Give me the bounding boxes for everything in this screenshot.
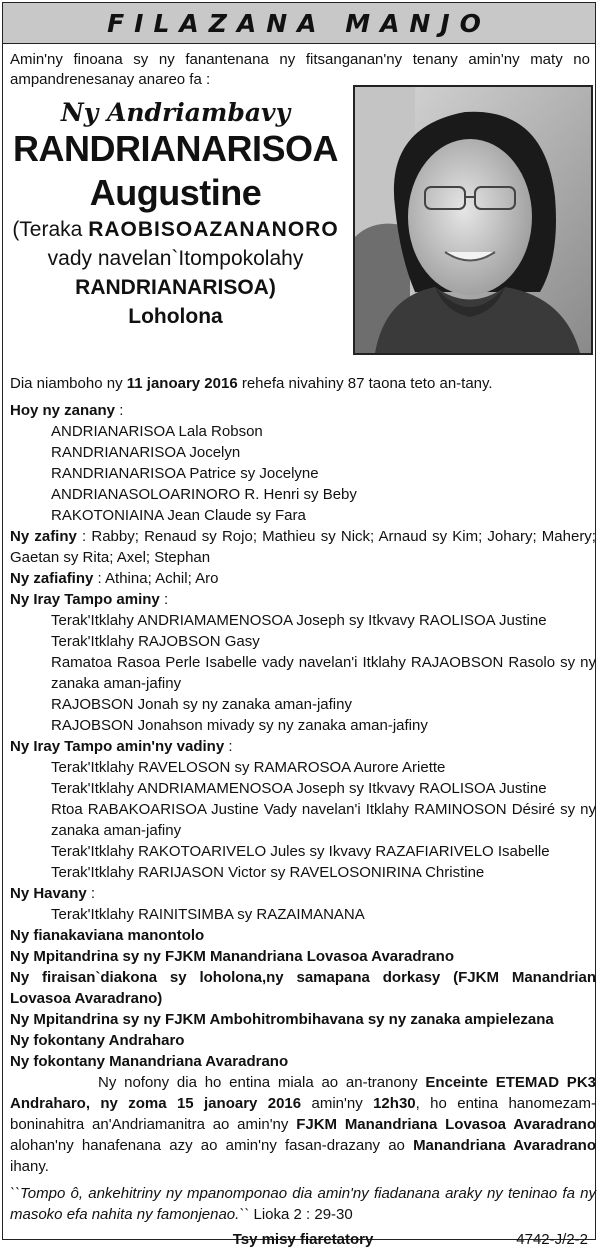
- child-name: ANDRIANARISOA Lala Robson: [51, 423, 263, 440]
- spouse-sibling-name: Rtoa RABAKOARISOA Justine Vady navelan'i Itklahy RAMINOSON Désiré sy ny zanaka aman-jafiny: [51, 801, 596, 839]
- sibling-name: Terak'Itklahy RAJOBSON Gasy: [51, 633, 260, 650]
- notice-header: [3, 3, 595, 44]
- great-grandchildren: Ny zafiafiny : Athina; Achil; Aro: [10, 570, 219, 587]
- siblings-heading: Ny Iray Tampo aminy :: [10, 591, 169, 608]
- children-heading: Hoy ny zanany :: [10, 402, 124, 419]
- spouse-sibling-name: Terak'Itklahy RARIJASON Victor sy RAVELOSONIRINA Christine: [51, 864, 485, 881]
- relatives-heading: Ny Havany :: [10, 885, 96, 902]
- notice-reference: 4742-J/2-2: [516, 1231, 588, 1248]
- notice-body: [10, 373, 596, 1255]
- deacons-line: Ny firaisan`diakona sy loholona,ny samapana dorkasy (FJKM Manandrian Lovasoa Avaradrano): [10, 969, 596, 1007]
- bible-quote: ``Tompo ô, ankehitriny ny mpanomponao dia amin'ny fiadanana araky ny teninao fa ny masoko efa nahita ny famonjenao.`` Lioka 2 : 29-30: [10, 1185, 596, 1223]
- intro-text: Amin'ny finoana sy ny fanantenana ny fitsanganan'ny tenany amin'ny maty no ampandrenesanay anareo fa :: [10, 51, 590, 88]
- sibling-name: Terak'Itklahy ANDRIAMAMENOSOA Joseph sy Itkvavy RAOLISOA Justine: [51, 612, 547, 629]
- deceased-name-block: [3, 98, 348, 331]
- family-line: Ny fianakaviana manontolo: [10, 927, 205, 944]
- death-date: 11 janoary 2016: [126, 375, 238, 392]
- sibling-name: RAJOBSON Jonah sy ny zanaka aman-jafiny: [51, 696, 352, 713]
- spouse-sibling-name: Terak'Itklahy RAVELOSON sy RAMAROSOA Aurore Ariette: [51, 759, 446, 776]
- notice-frame: [2, 2, 597, 1248]
- teraka-prefix: (Teraka: [12, 218, 83, 241]
- quote-reference: Lioka 2 : 29-30: [253, 1206, 353, 1223]
- notice-footer: [10, 1229, 596, 1255]
- surname: RANDRIANARISOA: [13, 128, 338, 169]
- maiden-name: RAOBISOAZANANORO: [88, 218, 339, 241]
- given-name: Augustine: [89, 172, 262, 213]
- death-notice: Dia niamboho ny 11 janoary 2016 rehefa nivahiny 87 taona teto an-tany.: [10, 375, 493, 392]
- spouse-sibling-name: Terak'Itklahy ANDRIAMAMENOSOA Joseph sy Itkvavy RAOLISOA Justine: [51, 780, 547, 797]
- child-name: RANDRIANARISOA Patrice sy Jocelyne: [51, 465, 319, 482]
- spouse-sibling-name: Terak'Itklahy RAKOTOARIVELO Jules sy Ikvavy RAZAFIARIVELO Isabelle: [51, 843, 550, 860]
- husband-name: RANDRIANARISOA): [75, 276, 276, 299]
- spouse-siblings-heading: Ny Iray Tampo amin'ny vadiny :: [10, 738, 233, 755]
- fokontany-line-2: Ny fokontany Manandriana Avaradrano: [10, 1053, 289, 1070]
- relative-name: Terak'Itklahy RAINITSIMBA sy RAZAIMANANA: [51, 906, 365, 923]
- no-condolences-note: Tsy misy fiaretatory: [232, 1231, 374, 1248]
- header-title: FILAZANA MANJO: [107, 8, 491, 38]
- grandchildren: Ny zafiny : Rabby; Renaud sy Rojo; Mathieu sy Nick; Arnaud sy Kim; Johary; Mahery; Gaetan sy Rita; Axel; Stephan: [10, 528, 596, 566]
- deceased-title: Loholona: [128, 305, 223, 328]
- fokontany-line: Ny fokontany Andraharo: [10, 1032, 185, 1049]
- child-name: RANDRIANARISOA Jocelyn: [51, 444, 241, 461]
- funeral-details: Ny nofony dia ho entina miala ao an-tranony Enceinte ETEMAD PK3 Andraharo, ny zoma 15 janoary 2016 amin'ny 12h30, ho entina hanomezam-boninahitra an'Andriamanitra ao amin'ny FJKM Manandriana Lovasoa Avaradrano alohan'ny hanafenana azy ao amin'ny fasan-drazany ao Manandriana Avaradrano ihany.: [10, 1074, 597, 1175]
- sibling-name: Ramatoa Rasoa Perle Isabelle vady navelan'i Itklahy RAJAOBSON Rasolo sy ny zanaka aman-jafiny: [51, 654, 596, 692]
- honorific: Ny Andriambavy: [60, 98, 291, 127]
- child-name: ANDRIANASOLOARINORO R. Henri sy Beby: [51, 486, 357, 503]
- church-line-2: Ny Mpitandrina sy ny FJKM Ambohitrombihavana sy ny zanaka ampielezana: [10, 1011, 554, 1028]
- maiden-name-line: [3, 215, 348, 244]
- sibling-name: RAJOBSON Jonahson mivady sy ny zanaka aman-jafiny: [51, 717, 428, 734]
- church-line: Ny Mpitandrina sy ny FJKM Manandriana Lovasoa Avaradrano: [10, 948, 454, 965]
- child-name: RAKOTONIAINA Jean Claude sy Fara: [51, 507, 306, 524]
- portrait-photo: [353, 85, 593, 355]
- widow-line: vady navelan`Itompokolahy: [47, 247, 304, 270]
- portrait-image: [355, 87, 591, 353]
